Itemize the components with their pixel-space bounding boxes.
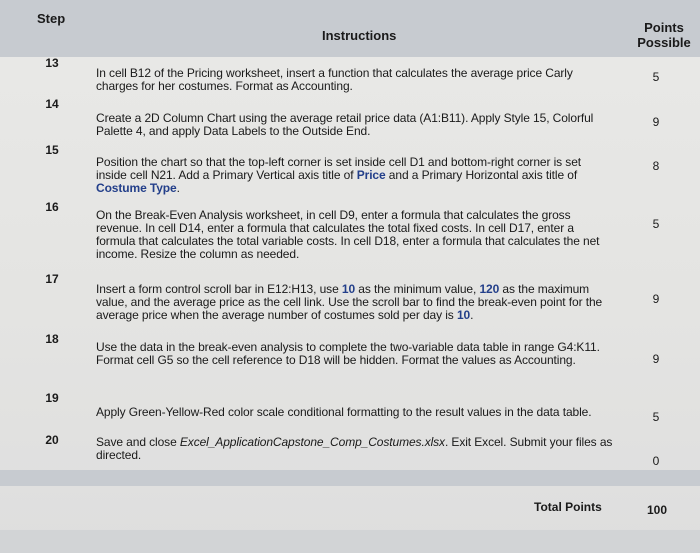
- header-step: Step: [37, 11, 66, 26]
- step-points: 9: [652, 115, 660, 129]
- instruction-text: .: [470, 308, 474, 322]
- footer-band: [0, 470, 700, 486]
- axis-title-price: Price: [356, 168, 386, 182]
- header-points-line1: Points: [644, 20, 684, 35]
- instruction-text: and a Primary Horizontal axis title of: [385, 168, 578, 182]
- step-instruction: [96, 112, 614, 138]
- instruction-text: .: [176, 181, 180, 195]
- file-name: Excel_ApplicationCapstone_Comp_Costumes.xlsx: [179, 435, 445, 449]
- step-number: 15: [45, 143, 59, 157]
- max-value: 120: [479, 282, 500, 296]
- step-points: 8: [652, 159, 660, 173]
- step-instruction: [96, 341, 614, 367]
- axis-title-costume-type: Costume Type: [96, 181, 177, 195]
- instruction-text: Insert a form control scroll bar in E12:H13, use: [96, 282, 342, 296]
- instruction-text: On the Break-Even Analysis worksheet, in cell D9, enter a formula that calculates the gross revenue. In cell D14, enter a formula that calculates the total fixed costs. In cell D17, enter a formula that calculates the total variable costs. In cell D18, enter a formula that calculates the net income. Resize the column as needed.: [96, 208, 600, 261]
- step-points: 9: [652, 292, 660, 306]
- step-instruction: [96, 209, 614, 261]
- step-instruction: [96, 156, 614, 195]
- header-points-possible: [632, 20, 696, 50]
- instruction-text: Save and close: [96, 435, 180, 449]
- bottom-band: [0, 530, 700, 553]
- step-points: 0: [652, 454, 660, 468]
- header-instructions: Instructions: [322, 28, 397, 43]
- step-number: 17: [45, 272, 59, 286]
- instruction-text: Create a 2D Column Chart using the average retail price data (A1:B11). Apply Style 15, Colorful Palette 4, and apply Data Labels to the Outside End.: [96, 111, 594, 138]
- step-points: 9: [652, 352, 660, 366]
- min-value: 10: [341, 282, 356, 296]
- header-points-line2: Possible: [637, 35, 691, 50]
- total-points-value: 100: [646, 503, 668, 517]
- step-number: 19: [45, 391, 59, 405]
- step-number: 20: [45, 433, 59, 447]
- step-number: 13: [45, 56, 59, 70]
- step-instruction: [96, 67, 614, 93]
- instruction-text: as the minimum value,: [355, 282, 480, 296]
- instruction-text: . Exit Excel. Submit your files as directed.: [96, 435, 613, 462]
- step-number: 14: [45, 97, 59, 111]
- step-points: 5: [652, 217, 660, 231]
- step-instruction: [96, 283, 614, 322]
- costumes-per-day: 10: [456, 308, 471, 322]
- instruction-text: Use the data in the break-even analysis to complete the two-variable data table in range G4:K11. Format cell G5 so the cell reference to D18 will be hidden. Format the values as Accounting.: [96, 340, 600, 367]
- step-instruction: [96, 436, 614, 462]
- instruction-text: Apply Green-Yellow-Red color scale conditional formatting to the result values in the data table.: [96, 405, 592, 419]
- step-points: 5: [652, 70, 660, 84]
- step-instruction: [96, 406, 614, 419]
- table-header: [0, 0, 700, 57]
- total-points-label: Total Points: [534, 500, 602, 514]
- step-points: 5: [652, 410, 660, 424]
- step-number: 16: [45, 200, 59, 214]
- instruction-text: as the maximum value, and the average price as the cell link. Use the scroll bar to find the break-even point for the average price when the average number of costumes sold per day is: [96, 282, 603, 322]
- instruction-text: In cell B12 of the Pricing worksheet, insert a function that calculates the average price Carly charges for her costumes. Format as Accounting.: [96, 66, 573, 93]
- instruction-text: Position the chart so that the top-left corner is set inside cell D1 and bottom-right corner is set inside cell N21. Add a Primary Vertical axis title of: [96, 155, 582, 182]
- step-number: 18: [45, 332, 59, 346]
